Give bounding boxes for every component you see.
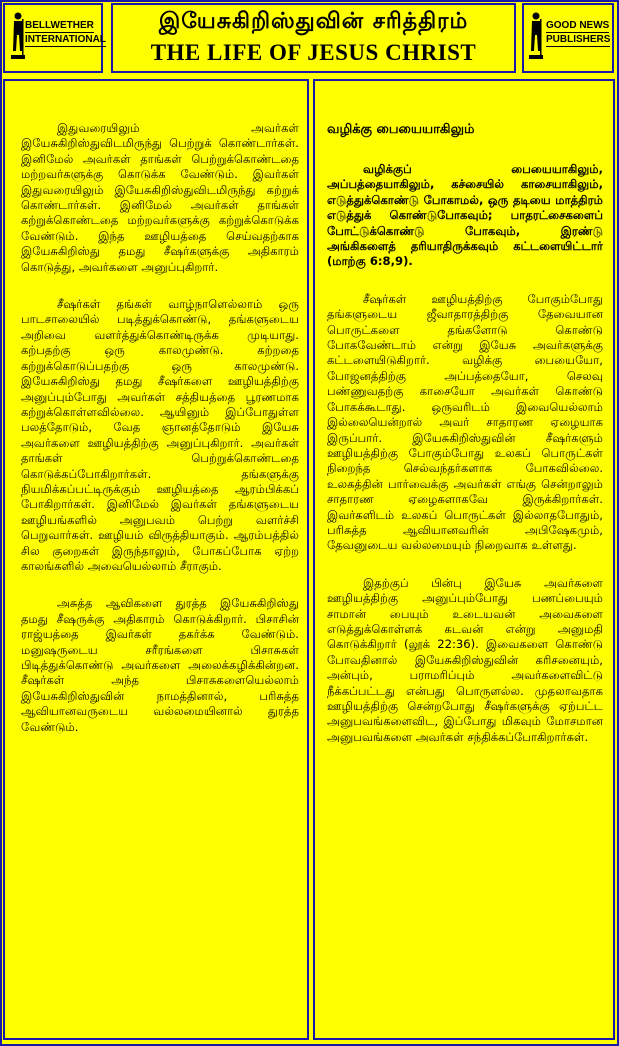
title-english: THE LIFE OF JESUS CHRIST — [150, 40, 477, 65]
left-paragraph-1: இதுவரையிலும் அவர்கள் இயேசுகிறிஸ்துவிடமிருந்து பெற்றுக் கொண்டார்கள். இனிமேல் அவர்கள் தாங்கள் பெற்றுக்கொண்டதை மற்றவர்களுக்கு கொடுக்க வேண்டும். இவர்கள் இதுவரையிலும் இயேசுகிறிஸ்துவிடமிருந்து கற்றுக் கொண்டார்கள். இனிமேல் அவர்கள் தாங்கள் கற்றுக்கொண்டதை மற்றவர்களுக்கு கற்றுக்கொடுக்க வேண்டும். இந்த ஊழியத்தை செய்வதற்காக இயேசுகிறிஸ்து தமது சீஷர்களுக்கு அதிகாரம் கொடுத்து, அவர்களை அனுப்புகிறார். — [21, 121, 299, 274]
right-paragraph-2: இதற்குப் பின்பு இயேசு அவர்களை ஊழியத்திற்கு அனுப்பும்போது பணப்பையும் சாமான் பையும் உடையவன் அவைகளை எடுத்துக்கொள்ளக் கடவன் என்று அனுமதி கொடுக்கிறார் (லூக் 22:36). இவைகளை கொண்டு போவதினால் இயேசுகிறிஸ்துவின் கரிசனையும், அன்பும், பராமரிப்பும் அவர்களைவிட்டு நீக்கப்பட்டது என்பது பொருளல்ல. முதலாவதாக ஊழியத்திற்கு சென்றபோது சீஷர்களுக்கு ஏற்பட்ட அனுபவங்களைவிட, இப்போது மிகவும் மோசமான அனுபவங்களை அவர்கள் சந்திக்கப்போகிறார்கள். — [327, 575, 603, 744]
scripture-quote: வழிக்குப் பையையாகிலும், அப்பத்தையாகிலும், கச்சையில் காசையாகிலும், எடுத்துக்கொண்டு போகாமல், ஒரு தடியை மாத்திரம் எடுத்துக் கொண்டுபோகவும்; பாதரட்சைகளைப் போட்டுக்கொண்டு போகவும், இரண்டு அங்கிகளைத் தரியாதிருக்கவும் கட்டளையிட்டார் (மாற்கு 6:8,9). — [327, 162, 603, 269]
logo-left-line2: INTERNATIONAL — [25, 34, 106, 45]
title-box — [111, 3, 516, 73]
figure-with-staff-icon — [529, 11, 543, 63]
left-paragraph-2: சீஷர்கள் தங்கள் வாழ்நாளெல்லாம் ஒரு பாடசாலையில் படித்துக்கொண்டு, தங்களுடைய அறிவை வளர்த்துக்கொண்டிருக்க முடியாது. கற்பதற்கு ஒரு காலமுண்டு. கற்றதை கற்றுக்கொடுப்பதற்கு ஒரு காலமுண்டு. இயேசுகிறிஸ்து தமது சீஷர்களை ஊழியத்திற்கு அனுப்பும்போது அவர்கள் சத்தியத்தை பூரணமாக கற்றுக்கொள்ளவில்லை. ஆயினும் இப்போதுள்ள பலத்தோடும், வேத ஞானத்தோடும் இயேசு அவர்களை ஊழியத்திற்கு அனுப்புகிறார். அவர்கள் தாங்கள் பெற்றுக்கொண்டதை கொடுக்கப்போகிறார்கள். தங்களுக்கு நியமிக்கப்பட்டிருக்கும் ஊழியத்தை ஆரம்பிக்கப் போகிறார்கள். இனிமேல் இவர்கள் தங்களுடைய ஊழியங்களில் அனுபவம் பெற்று வளர்ச்சி பெறுவார்கள். ஊழியம் விருத்தியாகும். ஆரம்பத்தில் சில குறைகள் இருந்தாலும், போகப்போக ஏற்ற காலங்களில் அவையெல்லாம் சீராகும். — [21, 297, 299, 573]
right-paragraph-1: சீஷர்கள் ஊழியத்திற்கு போகும்போது தங்களுடைய ஜீவாதாரத்திற்கு தேவையான பொருட்களை தங்களோடு கொண்டு போகவேண்டாம் என்று இயேசு அவர்களுக்கு கட்டளையிடுகிறார். வழிக்கு பையையோ, போஜனத்திற்கு அப்பத்தையோ, செலவு பண்ணுவதற்கு காசையோ அவர்கள் கொண்டு போகக்கூடாது. ஒருவரிடம் இவையெல்லாம் இல்லையென்றால் அவர் சாதாரண ஏழையாக இருப்பார். இயேசுகிறிஸ்துவின் சீஷர்களும் ஊழியத்திற்கு போகும்போது உலகப் பொருட்கள் நிறைந்த செல்வந்தர்களாக போகவில்லை. உலகத்தின் பார்வைக்கு அவர்கள் எங்கு சென்றாலும் சாதாரண ஏழைகளாகவே இருக்கிறார்கள். இவர்களிடம் உலகப் பொருட்கள் இல்லாதபோதும், பரிசுத்த ஆவியானவரின் அபிஷேகமும், தேவனுடைய வல்லமையும் நிறைவாக உள்ளது. — [327, 291, 603, 553]
figure-with-staff-icon — [11, 11, 25, 63]
logo-right-line1: GOOD NEWS — [546, 20, 610, 31]
bellwether-logo-text — [25, 19, 106, 47]
bellwether-logo — [3, 3, 106, 73]
logo-right-line2: PUBLISHERS — [546, 34, 611, 45]
section-heading: வழிக்கு பையையாகிலும் — [327, 122, 475, 137]
title-tamil: இயேசுகிறிஸ்துவின் சரித்திரம் — [158, 9, 469, 34]
right-column — [313, 79, 615, 1040]
logo-left-line1: BELLWETHER — [25, 20, 94, 31]
good-news-logo-text — [546, 19, 610, 47]
good-news-logo — [522, 3, 614, 73]
left-paragraph-3: அசுத்த ஆவிகளை துரத்த இயேசுகிறிஸ்து தமது சீஷருக்கு அதிகாரம் கொடுக்கிறார். பிசாசின் ராஜ்யத்தை இவர்கள் தகர்க்க வேண்டும். மனுஷருடைய சரீரங்களை பிசாசுகள் பிடித்துக்கொண்டு அவர்களை அலைக்கழிக்கின்றன. சீஷர்கள் அந்த பிசாசுகளையெல்லாம் இயேசுகிறிஸ்துவின் நாமத்தினால், பரிசுத்த ஆவியானவருடைய வல்லமையினால் துரத்த வேண்டும். — [21, 596, 299, 734]
left-column — [3, 79, 309, 1040]
